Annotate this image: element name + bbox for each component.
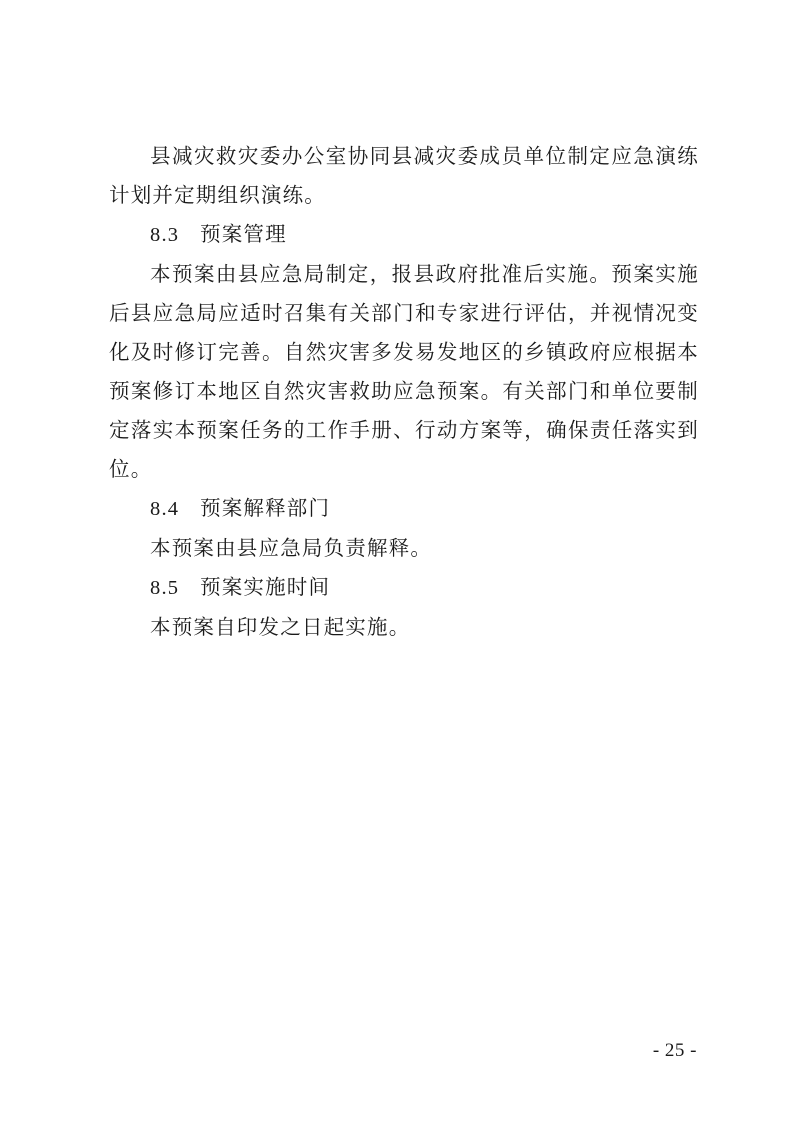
page-number: - 25 - xyxy=(652,1040,697,1061)
section-body-8-4: 本预案由县应急局负责解释。 xyxy=(150,536,433,560)
section-heading-8-3 xyxy=(109,215,699,255)
intro-paragraph: 县减灾救灾委办公室协同县减灾委成员单位制定应急演练计划并定期组织演练。 xyxy=(109,144,699,207)
section-heading-8-4 xyxy=(109,489,699,529)
section-body-8-5: 本预案自印发之日起实施。 xyxy=(150,615,411,639)
section-body-8-3: 本预案由县应急局制定，报县政府批准后实施。预案实施后县应急局应适时召集有关部门和专家进行评估，并视情况变化及时修订完善。自然灾害多发易发地区的乡镇政府应根据本预案修订本地区自然灾害救助应急预案。有关部门和单位要制定落实本预案任务的工作手册、行动方案等，确保责任落实到位。 xyxy=(109,262,699,481)
page-content xyxy=(109,137,699,647)
section-title: 预案管理 xyxy=(200,222,287,246)
section-title: 预案解释部门 xyxy=(200,496,331,520)
section-number: 8.4 xyxy=(150,498,180,520)
section-number: 8.5 xyxy=(150,577,180,599)
section-title: 预案实施时间 xyxy=(200,575,331,599)
section-heading-8-5 xyxy=(109,568,699,608)
section-number: 8.3 xyxy=(150,224,180,246)
